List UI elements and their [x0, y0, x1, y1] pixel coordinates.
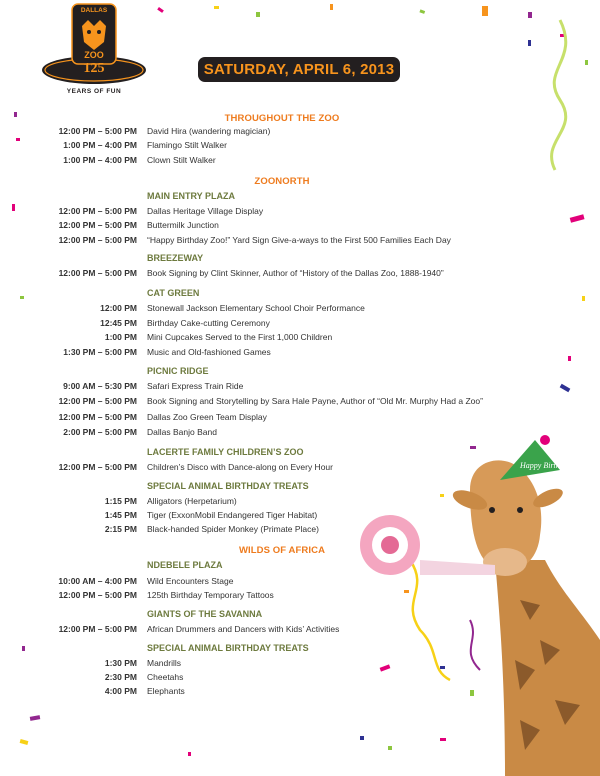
event-cat-green-2: Mini Cupcakes Served to the First 1,000 Children	[147, 332, 333, 342]
event-giants-0: African Drummers and Dancers with Kids’ Activities	[147, 624, 340, 634]
event-wilds-treats-1: Cheetahs	[147, 672, 184, 682]
subhead-main-entry-plaza: MAIN ENTRY PLAZA	[147, 191, 236, 201]
time-main-entry-0: 12:00 PM – 5:00 PM	[58, 206, 137, 216]
time-wilds-treats-0: 1:30 PM	[104, 658, 137, 668]
event-picnic-1: Book Signing and Storytelling by Sara Hale Payne, Author of “Old Mr. Murphy Had a Zoo”	[147, 396, 483, 406]
time-main-entry-2: 12:00 PM – 5:00 PM	[58, 235, 137, 245]
event-wilds-treats-0: Mandrills	[147, 658, 182, 668]
event-zn-treats-2: Black-handed Spider Monkey (Primate Place)	[147, 524, 319, 534]
time-zn-treats-2: 2:15 PM	[104, 524, 137, 534]
section-wilds-of-africa: WILDS OF AFRICA	[238, 545, 326, 556]
time-breezeway-0: 12:00 PM – 5:00 PM	[58, 268, 137, 278]
time-picnic-2: 12:00 PM – 5:00 PM	[58, 412, 137, 422]
event-main-entry-1: Buttermilk Junction	[147, 220, 219, 230]
event-zn-treats-0: Alligators (Herpetarium)	[147, 496, 237, 506]
time-throughout-2: 1:00 PM – 4:00 PM	[63, 155, 137, 165]
time-cat-green-3: 1:30 PM – 5:00 PM	[63, 347, 137, 357]
subhead-cat-green: CAT GREEN	[147, 288, 200, 298]
time-cat-green-1: 12:45 PM	[100, 318, 137, 328]
event-cat-green-0: Stonewall Jackson Elementary School Choir Performance	[147, 303, 365, 313]
time-giants-0: 12:00 PM – 5:00 PM	[58, 624, 137, 634]
time-picnic-1: 12:00 PM – 5:00 PM	[58, 396, 137, 406]
logo-dallas-text: DALLAS	[80, 7, 108, 14]
time-throughout-1: 1:00 PM – 4:00 PM	[63, 140, 137, 150]
event-main-entry-0: Dallas Heritage Village Display	[147, 206, 264, 216]
section-throughout-the-zoo: THROUGHOUT THE ZOO	[224, 113, 340, 124]
subhead-giants-of-savanna: GIANTS OF THE SAVANNA	[147, 609, 263, 619]
time-zn-treats-1: 1:45 PM	[104, 510, 137, 520]
event-picnic-0: Safari Express Train Ride	[147, 381, 244, 391]
time-picnic-0: 9:00 AM – 5:30 PM	[63, 381, 137, 391]
event-lacerte-0: Children’s Disco with Dance-along on Every Hour	[147, 462, 333, 472]
event-zn-treats-1: Tiger (ExxonMobil Endangered Tiger Habitat)	[147, 510, 318, 520]
event-main-entry-2: “Happy Birthday Zoo!” Yard Sign Give-a-ways to the First 500 Families Each Day	[147, 235, 451, 245]
streamer-purple	[470, 620, 480, 670]
date-banner: SATURDAY, APRIL 6, 2013	[198, 57, 400, 82]
event-throughout-2: Clown Stilt Walker	[147, 155, 216, 165]
section-zoonorth: ZOONORTH	[254, 176, 310, 187]
subhead-wilds-treats: SPECIAL ANIMAL BIRTHDAY TREATS	[147, 643, 309, 653]
time-cat-green-2: 1:00 PM	[104, 332, 137, 342]
time-wilds-treats-2: 4:00 PM	[104, 686, 137, 696]
logo-tagline: YEARS OF FUN	[66, 88, 122, 95]
time-picnic-3: 2:00 PM – 5:00 PM	[63, 427, 137, 437]
streamer-yellow	[410, 560, 450, 680]
time-main-entry-1: 12:00 PM – 5:00 PM	[58, 220, 137, 230]
subhead-breezeway: BREEZEWAY	[147, 253, 204, 263]
hat-text: Happy Birthday	[520, 461, 572, 470]
time-throughout-0: 12:00 PM – 5:00 PM	[58, 126, 137, 136]
time-wilds-treats-1: 2:30 PM	[104, 672, 137, 682]
event-throughout-0: David Hira (wandering magician)	[147, 126, 271, 136]
event-throughout-1: Flamingo Stilt Walker	[147, 140, 227, 150]
time-ndebele-1: 12:00 PM – 5:00 PM	[58, 590, 137, 600]
event-picnic-2: Dallas Zoo Green Team Display	[147, 412, 267, 422]
event-wilds-treats-2: Elephants	[147, 686, 185, 696]
time-cat-green-0: 12:00 PM	[100, 303, 137, 313]
subhead-ndebele-plaza: NDEBELE PLAZA	[147, 560, 223, 570]
event-ndebele-1: 125th Birthday Temporary Tattoos	[147, 590, 274, 600]
event-cat-green-1: Birthday Cake-cutting Ceremony	[147, 318, 270, 328]
subhead-zoonorth-treats: SPECIAL ANIMAL BIRTHDAY TREATS	[147, 481, 309, 491]
streamer-green	[552, 20, 566, 170]
event-cat-green-3: Music and Old-fashioned Games	[147, 347, 271, 357]
subhead-picnic-ridge: PICNIC RIDGE	[147, 366, 209, 376]
logo-125-text: 125	[83, 61, 105, 76]
event-ndebele-0: Wild Encounters Stage	[147, 576, 234, 586]
event-breezeway-0: Book Signing by Clint Skinner, Author of “History of the Dallas Zoo, 1888-1940”	[147, 268, 444, 278]
time-lacerte-0: 12:00 PM – 5:00 PM	[58, 462, 137, 472]
time-zn-treats-0: 1:15 PM	[104, 496, 137, 506]
event-picnic-3: Dallas Banjo Band	[147, 427, 217, 437]
subhead-lacerte: LACERTE FAMILY CHILDREN’S ZOO	[147, 447, 304, 457]
giraffe-illustration	[360, 435, 600, 776]
logo-zoo-text: ZOO	[84, 50, 104, 60]
time-ndebele-0: 10:00 AM – 4:00 PM	[58, 576, 137, 586]
